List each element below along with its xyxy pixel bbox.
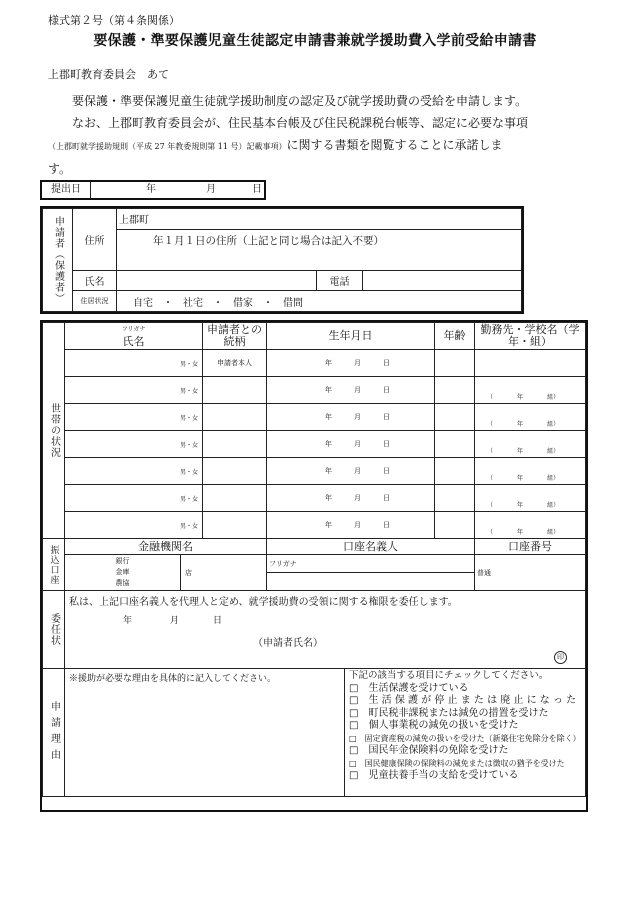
intro-regulation-note: （上郡町就学援助規則（平成 27 年教委規則第 11 号）記載事項）: [48, 142, 287, 151]
birth-field[interactable]: 年 月 日: [267, 350, 435, 377]
household-row: [43, 431, 586, 458]
checkbox-icon[interactable]: □: [349, 745, 369, 756]
work-field[interactable]: [475, 350, 586, 377]
school-field[interactable]: （ 年 組）: [475, 485, 586, 512]
age-field[interactable]: [435, 377, 475, 404]
address-field[interactable]: [117, 229, 522, 270]
household-row: [43, 350, 586, 377]
holder-furigana-field[interactable]: フリガナ: [267, 555, 475, 573]
checkbox-icon[interactable]: □: [349, 707, 369, 719]
account-number-field[interactable]: 普通: [475, 555, 586, 591]
col-bank-header: 金融機関名: [65, 539, 267, 555]
household-row: [43, 512, 586, 539]
reason-checkbox-item[interactable]: [349, 745, 583, 758]
submission-date-label: 提出日: [42, 182, 91, 198]
address-town-text: 上郡町: [119, 215, 149, 227]
school-field[interactable]: （ 年 組）: [475, 458, 586, 485]
proxy-signer-label: （申請者氏名）: [253, 638, 323, 649]
col-birth-header: 生年月日: [267, 323, 435, 350]
bank-branch-field[interactable]: 店: [181, 555, 267, 591]
birth-field[interactable]: 年 月 日: [267, 404, 435, 431]
reason-checkbox-item[interactable]: [349, 683, 583, 696]
relation-field[interactable]: [203, 458, 267, 485]
household-row: [43, 404, 586, 431]
member-name-field[interactable]: 男・女: [65, 458, 203, 485]
intro-line-3: に関する書類を閲覧することに承諾しま: [286, 138, 503, 152]
reason-checkbox-item[interactable]: [349, 770, 583, 783]
reason-checklist: [345, 669, 586, 797]
reason-checkbox-item[interactable]: [349, 758, 583, 771]
col-account-header: 口座番号: [475, 539, 586, 555]
member-name-field[interactable]: 男・女: [65, 377, 203, 404]
addressee: 上郡町教育委員会 あて: [48, 68, 169, 81]
reason-side-label: 申請理由: [43, 669, 65, 797]
col-name-header: フリガナ 氏名: [65, 323, 203, 350]
age-field[interactable]: [435, 512, 475, 539]
name-field[interactable]: [117, 270, 317, 291]
relation-field[interactable]: [203, 431, 267, 458]
col-work-header: 勤務先・学校名（学年・組）: [475, 323, 586, 350]
school-field[interactable]: （ 年 組）: [475, 512, 586, 539]
col-relation-header: 申請者との続柄: [203, 323, 267, 350]
age-field[interactable]: [435, 404, 475, 431]
date-day-label: 日: [252, 184, 262, 195]
age-field[interactable]: [435, 485, 475, 512]
intro-line-4: す。: [48, 162, 72, 176]
holder-name-field[interactable]: [267, 573, 475, 591]
housing-options[interactable]: 自宅 ・ 社宅 ・ 借家 ・ 借間: [117, 291, 522, 312]
checkbox-icon[interactable]: □: [349, 682, 369, 694]
household-row: [43, 377, 586, 404]
proxy-side-label: 委任状: [43, 591, 65, 669]
relation-field[interactable]: [203, 512, 267, 539]
household-row: [43, 458, 586, 485]
checkbox-icon[interactable]: □: [349, 720, 369, 731]
reason-checkbox-item[interactable]: [349, 695, 583, 708]
intro-text: [48, 90, 588, 180]
proxy-text: 私は、上記口座名義人を代理人と定め、就学援助費の受領に関する権限を委任します。: [69, 597, 458, 608]
checkbox-icon[interactable]: □: [349, 770, 369, 781]
proxy-date-field[interactable]: 年 月 日: [123, 616, 223, 626]
phone-field[interactable]: [363, 270, 522, 291]
checkbox-label: 生 活 保 護 が 停 止 ま た は 廃 止 に な っ た: [368, 695, 577, 706]
bank-type-options[interactable]: 銀行 金庫 農協: [65, 555, 181, 591]
relation-field[interactable]: 申請者本人: [203, 350, 267, 377]
member-name-field[interactable]: 男・女: [65, 512, 203, 539]
form-number: 様式第２号（第４条関係）: [48, 14, 180, 27]
submission-date-box: [40, 180, 266, 200]
address-note: 年１月１日の住所（上記と同じ場合は記入不要）: [153, 234, 384, 247]
col-holder-header: 口座名義人: [267, 539, 475, 555]
checkbox-label: 生活保護を受けている: [368, 682, 469, 694]
col-age-header: 年齢: [435, 323, 475, 350]
birth-field[interactable]: 年 月 日: [267, 431, 435, 458]
checkbox-label: 国民年金保険料の免除を受けた: [368, 745, 509, 756]
checkbox-icon[interactable]: □: [349, 758, 365, 768]
household-row: [43, 485, 586, 512]
applicant-side-label: 申請者（保護者）: [43, 209, 73, 312]
member-name-field[interactable]: 男・女: [65, 350, 203, 377]
school-field[interactable]: （ 年 組）: [475, 377, 586, 404]
checkbox-icon[interactable]: □: [349, 695, 369, 706]
member-name-field[interactable]: 男・女: [65, 431, 203, 458]
birth-field[interactable]: 年 月 日: [267, 377, 435, 404]
member-name-field[interactable]: 男・女: [65, 485, 203, 512]
age-field[interactable]: [435, 458, 475, 485]
school-field[interactable]: （ 年 組）: [475, 431, 586, 458]
phone-label: 電話: [317, 270, 363, 291]
relation-field[interactable]: [203, 485, 267, 512]
age-field[interactable]: [435, 350, 475, 377]
main-section: [40, 320, 588, 812]
checkbox-label: 児童扶養手当の支給を受けている: [368, 770, 519, 781]
household-side-label: 世帯の状況: [43, 323, 65, 539]
address-town[interactable]: [117, 209, 522, 230]
applicant-section: [40, 206, 524, 314]
checklist-intro: 下記の該当する項目にチェックしてください。: [349, 670, 549, 681]
reason-checkbox-item[interactable]: [349, 733, 583, 746]
intro-line-2: なお、上郡町教育委員会が、住民基本台帳及び住民税課税台帳等、認定に必要な事項: [72, 116, 529, 130]
checkbox-label: 国民健康保険の保険料の減免または徴収の猶予を受けた: [364, 758, 565, 768]
checkbox-icon[interactable]: □: [349, 733, 365, 743]
checkbox-label: 町民税非課税または減免の措置を受けた: [368, 707, 549, 719]
proxy-section: [65, 591, 586, 669]
housing-label: 住居状況: [73, 291, 117, 312]
name-label: 氏名: [73, 270, 117, 291]
checkbox-label: 個人事業税の減免の扱いを受けた: [368, 720, 519, 731]
intro-line-1: 要保護・準要保護児童生徒就学援助制度の認定及び就学援助費の受給を申請します。: [72, 94, 528, 108]
member-name-field[interactable]: 男・女: [65, 404, 203, 431]
reason-checkbox-item[interactable]: [349, 720, 583, 733]
birth-field[interactable]: 年 月 日: [267, 485, 435, 512]
checkbox-label: 固定資産税の減免の扱いを受けた（新築住宅免除分を除く）: [364, 733, 581, 743]
reason-text-field[interactable]: [65, 669, 345, 797]
birth-field[interactable]: 年 月 日: [267, 458, 435, 485]
school-field[interactable]: （ 年 組）: [475, 404, 586, 431]
reason-checkbox-item[interactable]: [349, 708, 583, 721]
date-year-label: 年: [146, 184, 156, 195]
age-field[interactable]: [435, 431, 475, 458]
relation-field[interactable]: [203, 377, 267, 404]
birth-field[interactable]: 年 月 日: [267, 512, 435, 539]
bank-side-label: 振込口座: [43, 539, 65, 591]
seal-mark: 印: [554, 651, 567, 664]
relation-field[interactable]: [203, 404, 267, 431]
date-month-label: 月: [206, 184, 216, 195]
address-label: 住所: [73, 209, 117, 271]
reason-note: ※援助が必要な理由を具体的に記入してください。: [69, 674, 277, 684]
page-title: 要保護・準要保護児童生徒認定申請書兼就学援助費入学前受給申請書: [93, 33, 537, 49]
